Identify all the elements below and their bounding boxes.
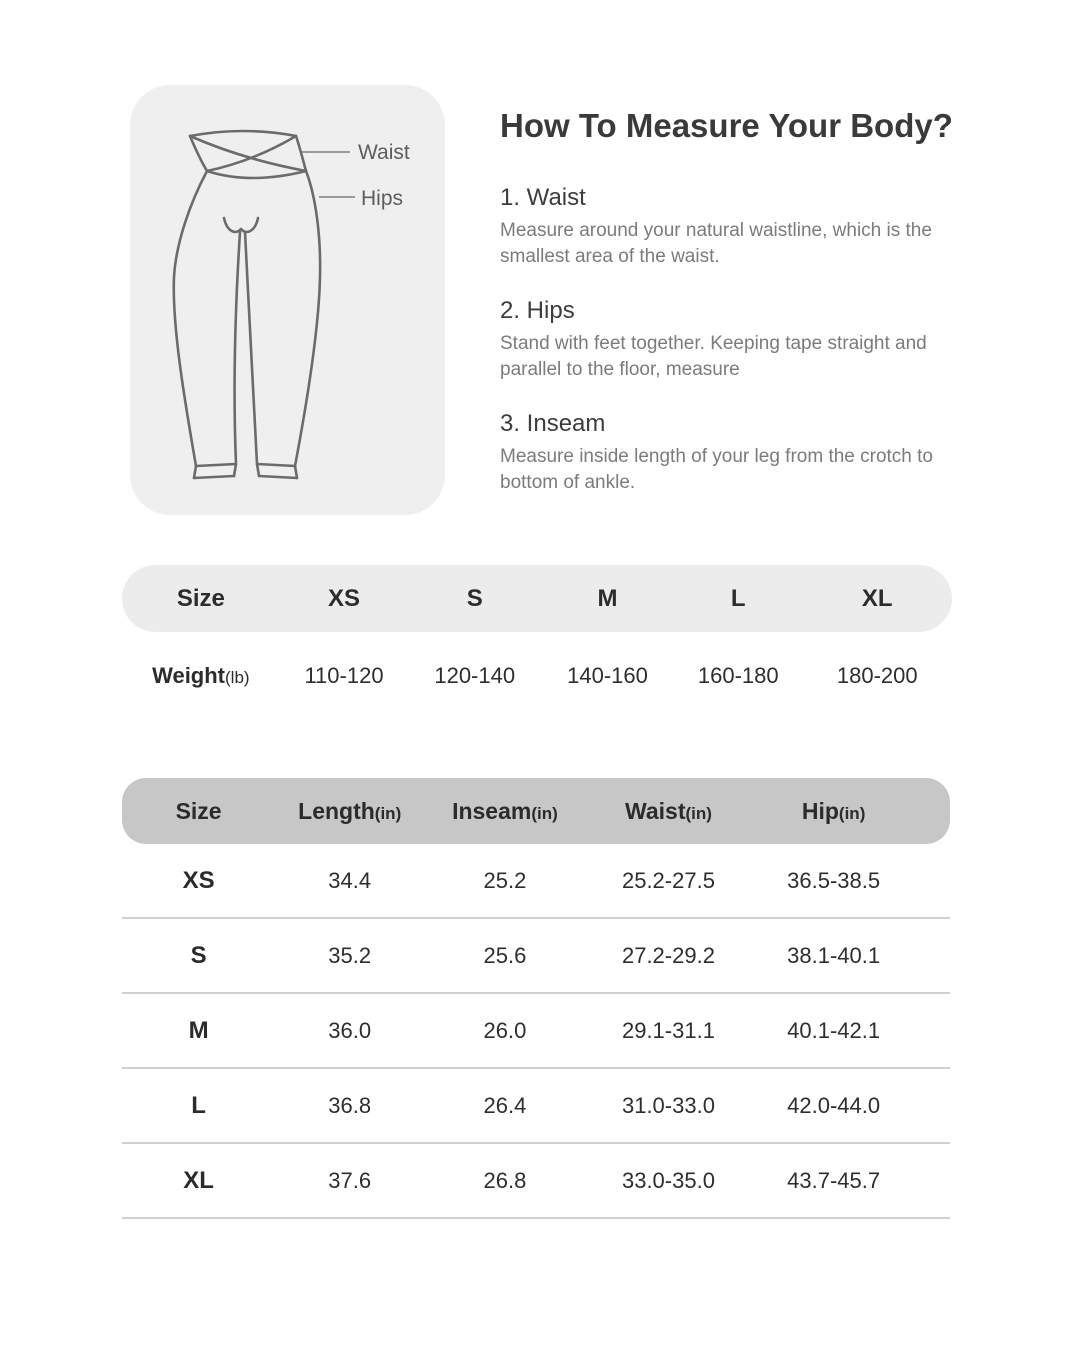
size-chart xyxy=(122,778,950,1219)
weight-header-size: Size xyxy=(176,584,225,612)
waist-cell: 31.0-33.0 xyxy=(621,1092,715,1118)
table-row-xs xyxy=(122,844,950,919)
column-label: Inseam xyxy=(452,797,532,824)
weight-header-xl: XL xyxy=(861,584,893,612)
weight-value-s: 120-140 xyxy=(434,663,516,688)
inseam-cell: 26.8 xyxy=(483,1167,527,1193)
step-text: Measure around your natural waistline, which is the smallest area of the waist. xyxy=(500,220,932,267)
column-unit: (in) xyxy=(374,803,402,823)
column-unit: (in) xyxy=(685,803,712,823)
column-header-length xyxy=(275,798,424,825)
size-cell: S xyxy=(190,941,207,969)
weight-value-l: 160-180 xyxy=(697,663,779,688)
column-label: Length xyxy=(298,797,375,824)
weight-label-unit: (lb) xyxy=(225,668,250,687)
column-header-hip xyxy=(751,798,950,825)
table-row-xl xyxy=(122,1144,950,1219)
waist-cell: 25.2-27.5 xyxy=(621,867,715,893)
weight-value-xl: 180-200 xyxy=(836,663,918,688)
step-heading: 2. Hips xyxy=(500,297,575,324)
figure-panel xyxy=(130,85,445,515)
weight-header-m: M xyxy=(597,584,618,612)
length-cell: 36.0 xyxy=(328,1017,372,1043)
measure-instructions xyxy=(500,106,970,496)
size-chart-header xyxy=(122,778,950,844)
hips-figure-label: Hips xyxy=(361,187,404,210)
waist-figure-label: Waist xyxy=(358,141,410,164)
length-cell: 35.2 xyxy=(328,942,372,968)
column-unit: (in) xyxy=(838,803,866,823)
hip-cell: 43.7-45.7 xyxy=(787,1167,881,1193)
weight-row xyxy=(122,655,952,697)
size-cell: XS xyxy=(182,866,215,894)
table-row-m xyxy=(122,994,950,1069)
length-cell: 34.4 xyxy=(328,867,372,893)
column-header-size xyxy=(122,798,275,825)
size-cell: M xyxy=(188,1016,209,1044)
waist-cell: 33.0-35.0 xyxy=(621,1167,715,1193)
table-row-l xyxy=(122,1069,950,1144)
column-label: Waist xyxy=(624,797,686,824)
leggings-outline xyxy=(174,131,320,478)
weight-header-s: S xyxy=(466,584,483,612)
page-title: How To Measure Your Body? xyxy=(500,107,953,144)
hip-cell: 42.0-44.0 xyxy=(787,1092,881,1118)
inseam-cell: 25.2 xyxy=(483,867,527,893)
waist-cell: 27.2-29.2 xyxy=(621,942,715,968)
leader-lines xyxy=(302,152,355,197)
step-text: Measure inside length of your leg from the crotch to bottom of ankle. xyxy=(500,446,934,493)
column-header-waist xyxy=(586,798,752,825)
weight-value-m: 140-160 xyxy=(567,663,648,688)
weight-label-text: Weight xyxy=(152,663,226,688)
weight-header-xs: XS xyxy=(328,584,361,612)
step-heading: 3. Inseam xyxy=(500,410,606,437)
column-unit: (in) xyxy=(531,803,558,823)
step-heading: 1. Waist xyxy=(500,184,586,211)
inseam-cell: 25.6 xyxy=(483,942,527,968)
inseam-cell: 26.4 xyxy=(483,1092,527,1118)
waist-cell: 29.1-31.1 xyxy=(621,1017,715,1043)
column-label: Size xyxy=(175,797,222,824)
weight-header-l: L xyxy=(730,584,746,612)
weight-table-header xyxy=(122,565,952,632)
table-row-s xyxy=(122,919,950,994)
size-cell: XL xyxy=(183,1166,214,1194)
hip-cell: 40.1-42.1 xyxy=(787,1017,881,1043)
length-cell: 37.6 xyxy=(328,1167,372,1193)
inseam-cell: 26.0 xyxy=(483,1017,527,1043)
step-waist xyxy=(500,183,970,270)
length-cell: 36.8 xyxy=(328,1092,372,1118)
weight-row-label xyxy=(122,663,280,689)
column-label: Hip xyxy=(801,797,839,824)
weight-table xyxy=(122,565,952,697)
step-hips xyxy=(500,296,970,383)
step-text: Stand with feet together. Keeping tape straight and parallel to the floor, measure xyxy=(500,333,927,380)
hip-cell: 38.1-40.1 xyxy=(787,942,881,968)
weight-value-xs: 110-120 xyxy=(304,663,384,688)
size-cell: L xyxy=(191,1091,206,1119)
column-header-inseam xyxy=(424,798,585,825)
hip-cell: 36.5-38.5 xyxy=(787,867,881,893)
step-inseam xyxy=(500,409,970,496)
